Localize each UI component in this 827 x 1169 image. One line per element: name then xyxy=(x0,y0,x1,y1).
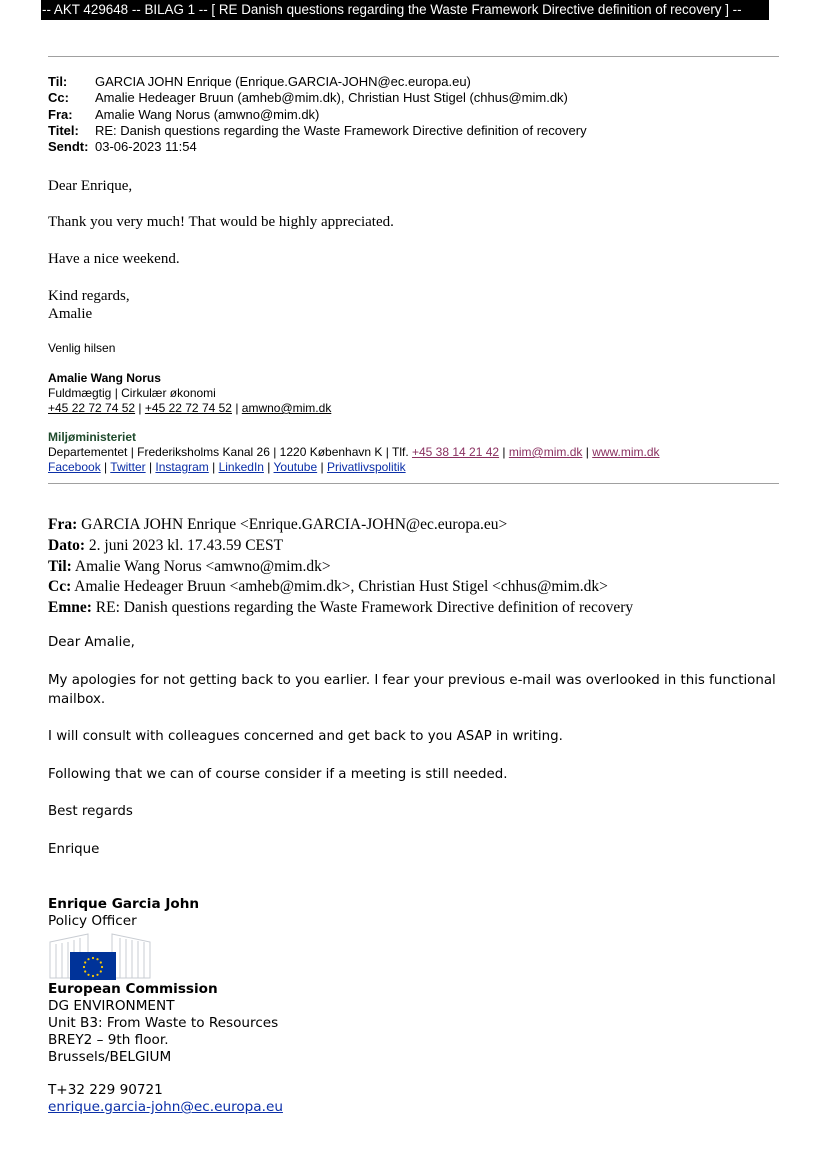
twitter-link[interactable]: Twitter xyxy=(110,460,146,474)
ec-signature-name: Enrique Garcia John xyxy=(48,896,200,912)
org-web-link[interactable]: www.mim.dk xyxy=(592,445,660,459)
original-paragraph: Following that we can of course consider if a meeting is still needed. xyxy=(48,767,508,782)
ec-dg: DG ENVIRONMENT xyxy=(48,998,175,1014)
facebook-link[interactable]: Facebook xyxy=(48,460,101,474)
header-row-from: Fra: Amalie Wang Norus (amwno@mim.dk) xyxy=(48,106,320,122)
reply-line: Thank you very much! That would be highly appreciated. xyxy=(48,214,394,230)
org-name: Miljøministeriet xyxy=(48,430,137,444)
ec-org-block xyxy=(48,981,278,1066)
instagram-link[interactable]: Instagram xyxy=(155,460,209,474)
privacy-link[interactable]: Privatlivspolitik xyxy=(326,460,406,474)
linkedin-link[interactable]: LinkedIn xyxy=(218,460,264,474)
original-greeting: Dear Amalie, xyxy=(48,635,135,650)
reply-headers xyxy=(48,74,587,155)
original-paragraph: mailbox. xyxy=(48,692,106,707)
divider xyxy=(48,56,779,57)
ec-signature-title: Policy Officer xyxy=(48,913,137,929)
signature-title: Fuldmægtig | Cirkulær økonomi xyxy=(48,386,216,400)
reply-greeting: Dear Enrique, xyxy=(48,178,133,194)
banner-text: -- AKT 429648 -- BILAG 1 -- [ RE Danish questions regarding the Waste Framework Directive definition of recovery ] -- xyxy=(42,2,742,17)
original-paragraph: My apologies for not getting back to you earlier. I fear your previous e-mail was overlooked in this functional xyxy=(48,673,776,688)
reply-closing: Kind regards, xyxy=(48,288,130,304)
ec-phone: T+32 229 90721 xyxy=(48,1082,163,1098)
ec-unit: Unit B3: From Waste to Resources xyxy=(48,1015,279,1031)
ec-office: BREY2 – 9th floor. xyxy=(48,1032,169,1048)
original-paragraph: I will consult with colleagues concerned and get back to you ASAP in writing. xyxy=(48,729,563,744)
orig-header-subject: Emne: RE: Danish questions regarding the Waste Framework Directive definition of recovery xyxy=(48,599,634,617)
signature-name: Amalie Wang Norus xyxy=(48,371,161,385)
signature-salutation: Venlig hilsen xyxy=(48,341,116,355)
original-signoff: Enrique xyxy=(48,842,100,857)
orig-header-from: Fra: GARCIA JOHN Enrique <Enrique.GARCIA-JOHN@ec.europa.eu> xyxy=(48,516,508,533)
ec-org-name: European Commission xyxy=(48,981,218,997)
reply-line: Have a nice weekend. xyxy=(48,251,180,267)
org-phone-link[interactable]: +45 38 14 21 42 xyxy=(411,445,500,459)
logo-building-lines xyxy=(120,938,144,978)
phone-link[interactable]: +45 22 72 74 52 xyxy=(144,401,232,415)
signature-block xyxy=(48,371,331,416)
orig-header-date: Dato: 2. juni 2023 kl. 17.43.59 CEST xyxy=(48,536,284,554)
youtube-link[interactable]: Youtube xyxy=(273,460,318,474)
reply-signoff: Amalie xyxy=(48,306,93,322)
ec-city: Brussels/BELGIUM xyxy=(48,1049,172,1065)
original-closing: Best regards xyxy=(48,804,133,819)
header-row-cc: Cc: Amalie Hedeager Bruun (amheb@mim.dk), Christian Hust Stigel (chhus@mim.dk) xyxy=(48,90,568,106)
ec-signature xyxy=(48,896,199,930)
org-email-link[interactable]: mim@mim.dk xyxy=(508,445,583,459)
signature-contact: +45 22 72 74 52 | +45 22 72 74 52 | amwno@mim.dk xyxy=(48,401,332,415)
header-row-subject: Titel: RE: Danish questions regarding the Waste Framework Directive definition of recovery xyxy=(48,122,587,138)
divider xyxy=(48,483,779,484)
org-block xyxy=(48,430,660,475)
orig-header-cc: Cc: Amalie Hedeager Bruun <amheb@mim.dk>, Christian Hust Stigel <chhus@mim.dk> xyxy=(48,578,608,596)
phone-link[interactable]: +45 22 72 74 52 xyxy=(48,401,136,415)
email-link[interactable]: amwno@mim.dk xyxy=(241,401,332,415)
header-row-sent: Sendt: 03-06-2023 11:54 xyxy=(48,139,197,155)
original-headers xyxy=(48,515,633,619)
org-address: Departementet | Frederiksholms Kanal 26 | 1220 København K | Tlf. +45 38 14 21 42 | mim@mim.dk | www.mim.dk xyxy=(48,445,660,459)
document-banner xyxy=(41,0,769,20)
ec-contact xyxy=(48,1082,283,1116)
social-links: Facebook | Twitter | Instagram | LinkedIn | Youtube | Privatlivspolitik xyxy=(48,460,406,474)
orig-header-to: Til: Amalie Wang Norus <amwno@mim.dk> xyxy=(48,557,331,575)
european-commission-logo xyxy=(48,930,152,982)
header-row-to: Til: GARCIA JOHN Enrique (Enrique.GARCIA-JOHN@ec.europa.eu) xyxy=(48,74,471,89)
ec-email-link[interactable]: enrique.garcia-john@ec.europa.eu xyxy=(48,1099,283,1115)
